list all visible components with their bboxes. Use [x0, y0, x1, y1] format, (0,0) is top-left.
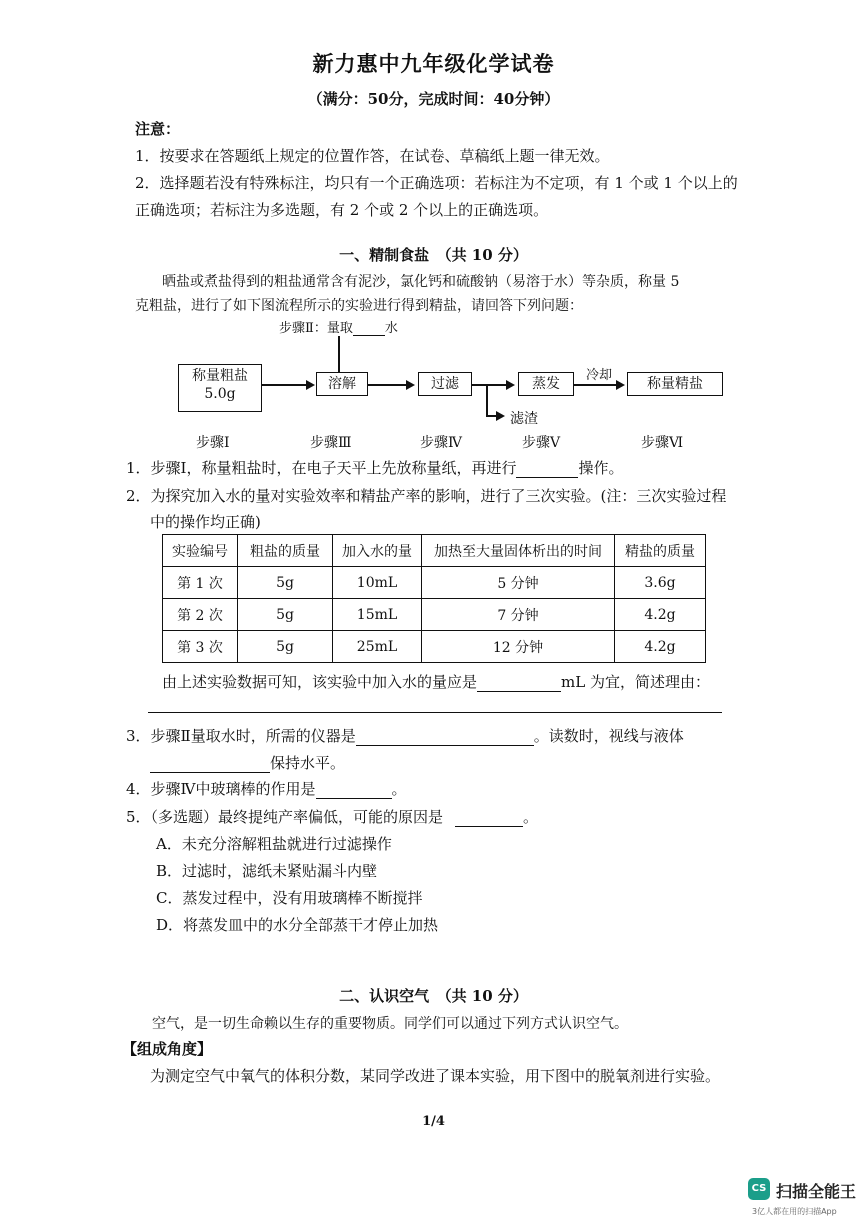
question-2c: 由上述实验数据可知，该实验中加入水的量应是 mL 为宜，简述理由：	[162, 673, 710, 691]
section2-intro: 空气，是一切生命赖以生存的重要物质。同学们可以通过下列方式认识空气。	[152, 1016, 628, 1032]
step-label: 步骤Ⅰ	[196, 435, 230, 451]
table-header-cell: 加入水的量	[333, 535, 422, 567]
step2-blank	[353, 335, 385, 336]
table-cell: 5 分钟	[422, 567, 615, 599]
option-c[interactable]: C．蒸发过程中，没有用玻璃棒不断搅拌	[156, 889, 423, 907]
box-filter: 过滤	[418, 372, 472, 396]
option-b[interactable]: B．过滤时，滤纸未紧贴漏斗内壁	[156, 862, 378, 880]
section2-heading: 二、认识空气 （共 10 分）	[339, 987, 528, 1005]
table-row	[163, 631, 706, 663]
box-dissolve: 溶解	[316, 372, 368, 396]
step-label: 步骤Ⅳ	[420, 435, 462, 451]
scanner-tagline: 3亿人都在用的扫描App	[752, 1207, 837, 1216]
arrow-right-icon	[616, 380, 625, 390]
answer-blank[interactable]	[150, 772, 270, 773]
step-label: 步骤Ⅲ	[310, 435, 352, 451]
answer-blank[interactable]	[477, 691, 561, 692]
question-3a: 3．步骤Ⅱ量取水时，所需的仪器是 。读数时，视线与液体	[126, 727, 684, 745]
table-cell: 7 分钟	[422, 599, 615, 631]
option-a[interactable]: A．未充分溶解粗盐就进行过滤操作	[156, 835, 392, 853]
section1-heading: 一、精制食盐 （共 10 分）	[339, 246, 528, 264]
answer-line[interactable]	[148, 712, 722, 713]
experiment-table	[162, 534, 706, 663]
table-cell: 25mL	[333, 631, 422, 663]
cool-label: 冷却	[586, 368, 613, 383]
scanner-brand: 扫描全能王	[776, 1182, 857, 1201]
table-header-row	[163, 535, 706, 567]
table-cell: 3.6g	[615, 567, 706, 599]
table-cell: 15mL	[333, 599, 422, 631]
table-cell: 第 3 次	[163, 631, 238, 663]
notice-item-2b: 正确选项；若标注为多选题，有 2 个或 2 个以上的正确选项。	[135, 201, 549, 219]
answer-blank[interactable]	[356, 745, 534, 746]
camscanner-logo-icon: CS	[748, 1178, 770, 1200]
table-header-cell: 加热至大量固体析出的时间	[422, 535, 615, 567]
table-cell: 5g	[238, 567, 333, 599]
exam-title: 新力惠中九年级化学试卷	[312, 51, 555, 76]
table-header-cell: 实验编号	[163, 535, 238, 567]
question-5: 5．（多选题）最终提纯产率偏低，可能的原因是 。	[126, 808, 539, 826]
step-label: 步骤Ⅵ	[641, 435, 684, 451]
table-header-cell: 精盐的质量	[615, 535, 706, 567]
step-label: 步骤Ⅴ	[522, 435, 561, 451]
box-weigh-fine: 称量精盐	[627, 372, 723, 396]
question-2a: 2．为探究加入水的量对实验效率和精盐产率的影响，进行了三次实验。(注：三次实验过程	[126, 487, 727, 505]
notice-item-2a: 2．选择题若没有特殊标注，均只有一个正确选项：若标注为不定项，有 1 个或 1 个以上的	[135, 174, 738, 192]
arrow-right-icon	[406, 380, 415, 390]
section1-intro-b: 克粗盐，进行了如下图流程所示的实验进行得到精盐，请回答下列问题：	[135, 298, 583, 314]
residue-label: 滤渣	[510, 411, 538, 427]
arrow-right-icon	[496, 411, 505, 421]
question-2b: 中的操作均正确)	[150, 513, 261, 531]
section2-subheading: 【组成角度】	[122, 1040, 213, 1058]
table-cell: 第 2 次	[163, 599, 238, 631]
box-evaporate: 蒸发	[518, 372, 574, 396]
table-row	[163, 599, 706, 631]
option-d[interactable]: D．将蒸发皿中的水分全部蒸干才停止加热	[156, 916, 439, 934]
page-number: 1/4	[422, 1114, 445, 1129]
table-header-cell: 粗盐的质量	[238, 535, 333, 567]
answer-blank[interactable]	[516, 477, 578, 478]
step2-note: 步骤Ⅱ：量取 水	[279, 321, 398, 336]
table-cell: 10mL	[333, 567, 422, 599]
question-4: 4．步骤Ⅳ中玻璃棒的作用是 。	[126, 780, 407, 798]
table-cell: 5g	[238, 599, 333, 631]
section2-paragraph: 为测定空气中氧气的体积分数，某同学改进了课本实验，用下图中的脱氧剂进行实验。	[150, 1067, 721, 1085]
box-weigh-crude: 称量粗盐 5.0g	[178, 364, 262, 412]
step2-arrow-line	[338, 336, 340, 372]
answer-blank[interactable]	[455, 826, 523, 827]
section1-intro-a: 晒盐或煮盐得到的粗盐通常含有泥沙，氯化钙和硫酸钠（易溶于水）等杂质，称量 5	[162, 274, 680, 290]
table-cell: 12 分钟	[422, 631, 615, 663]
table-cell: 第 1 次	[163, 567, 238, 599]
notice-label: 注意：	[135, 120, 181, 138]
table-cell: 5g	[238, 631, 333, 663]
answer-blank[interactable]	[316, 798, 392, 799]
arrow-right-icon	[306, 380, 315, 390]
table-cell: 4.2g	[615, 599, 706, 631]
arrow-right-icon	[506, 380, 515, 390]
question-3b: 保持水平。	[150, 752, 345, 773]
exam-subtitle: （满分：50分，完成时间：40分钟）	[307, 90, 560, 108]
table-row	[163, 567, 706, 599]
notice-item-1: 1．按要求在答题纸上规定的位置作答，在试卷、草稿纸上题一律无效。	[135, 147, 610, 165]
table-cell: 4.2g	[615, 631, 706, 663]
question-1: 1．步骤Ⅰ，称量粗盐时，在电子天平上先放称量纸，再进行 操作。	[126, 459, 624, 477]
